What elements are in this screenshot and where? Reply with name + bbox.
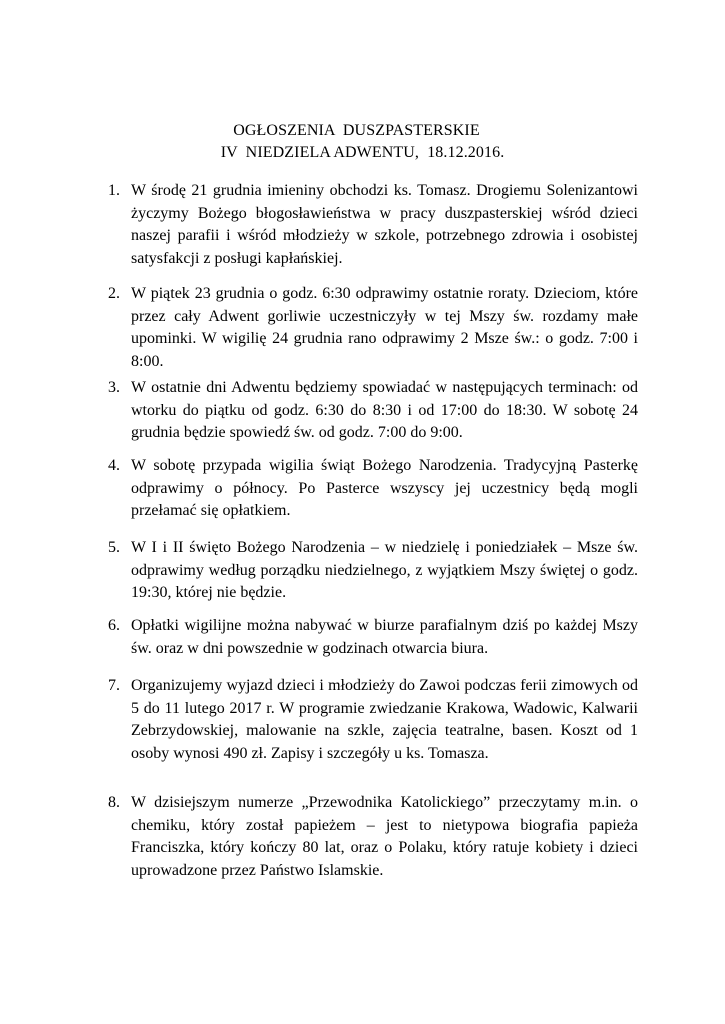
document-subtitle: IV NIEDZIELA ADWENTU, 18.12.2016. (220, 144, 505, 161)
item-number: 2. (108, 285, 120, 302)
item-text: W I i II święto Bożego Narodzenia – w niedzielę i poniedziałek – Msze św. odprawimy według porządku niedzielnego, z wyjątkiem Mszy świętej o godz. 19:30, której nie będzie. (131, 539, 638, 601)
item-number: 7. (108, 677, 120, 694)
item-text: Opłatki wigilijne można nabywać w biurze parafialnym dziś po każdej Mszy św. oraz w dni powszednie w godzinach otwarcia biura. (131, 617, 638, 657)
item-number: 6. (108, 617, 120, 634)
item-text: W dzisiejszym numerze „Przewodnika Katolickiego” przeczytamy m.in. o chemiku, który został papieżem – jest to nietypowa biografia papieża Franciszka, który kończy 80 lat, oraz o Polaku, który ratuje kobiety i dzieci uprowadzone przez Państwo Islamskie. (131, 794, 638, 879)
item-text: W ostatnie dni Adwentu będziemy spowiadać w następujących terminach: od wtorku do piątku od godz. 6:30 do 8:30 i od 17:00 do 18:30. W sobotę 24 grudnia będzie spowiedź św. od godz. 7:00 do 9:00. (131, 379, 638, 441)
item-number: 4. (108, 457, 120, 474)
item-number: 5. (108, 539, 120, 556)
item-text: W sobotę przypada wigilia świąt Bożego Narodzenia. Tradycyjną Pasterkę odprawimy o północy. Po Pasterce wszyscy jej uczestnicy będą mogli przełamać się opłatkiem. (131, 457, 638, 519)
item-number: 3. (108, 379, 120, 396)
item-number: 8. (108, 794, 120, 811)
item-text: Organizujemy wyjazd dzieci i młodzieży do Zawoi podczas ferii zimowych od 5 do 11 lutego 2017 r. W programie zwiedzanie Krakowa, Wadowic, Kalwarii Zebrzydowskiej, malowanie na szkle, zajęcia teatralne, basen. Koszt od 1 osoby wynosi 490 zł. Zapisy i szczegóły u ks. Tomasza. (131, 677, 638, 762)
item-text: W środę 21 grudnia imieniny obchodzi ks. Tomasz. Drogiemu Solenizantowi życzymy Bożego błogosławieństwa w pracy duszpasterskiej wśród dzieci naszej parafii i wśród młodzieży w szkole, potrzebnego zdrowia i osobistej satysfakcji z posługi kapłańskiej. (131, 182, 638, 267)
item-text: W piątek 23 grudnia o godz. 6:30 odprawimy ostatnie roraty. Dzieciom, które przez cały Adwent gorliwie uczestniczyły w tej Mszy św. rozdamy małe upominki. W wigilię 24 grudnia rano odprawimy 2 Msze św.: o godz. 7:00 i 8:00. (131, 285, 638, 370)
header (0, 120, 725, 164)
item-number: 1. (108, 182, 120, 199)
document-title: OGŁOSZENIA DUSZPASTERSKIE (233, 122, 480, 139)
